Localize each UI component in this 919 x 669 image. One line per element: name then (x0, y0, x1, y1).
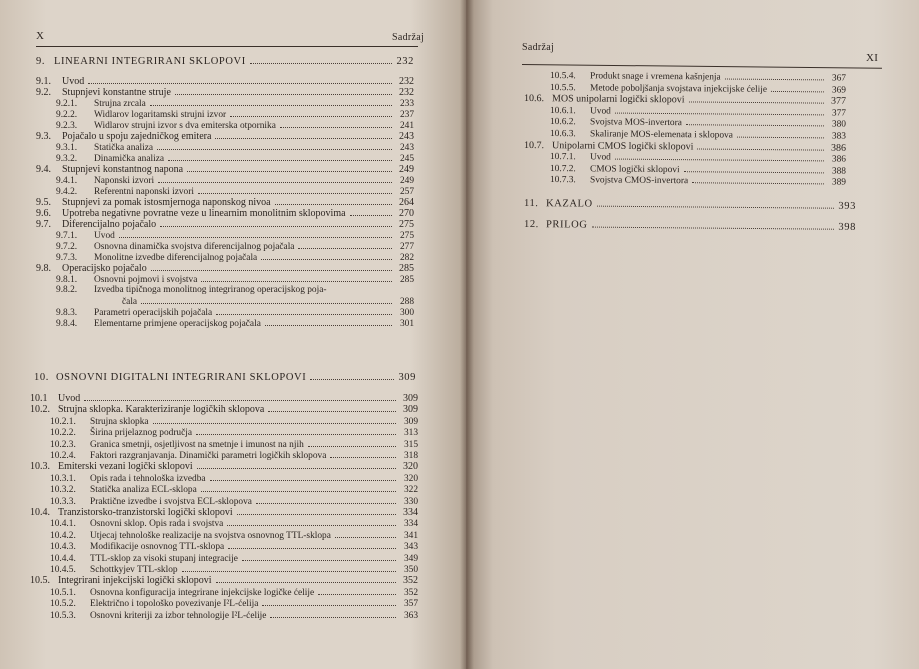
toc-entry-number: 10.5.5. (549, 82, 576, 93)
toc-entry-page: 309 (403, 416, 418, 427)
dot-leader (210, 473, 396, 481)
toc-entry-title: Izvedba tipičnoga monolitnog integriranog operacijskog poja- (94, 285, 327, 295)
toc-entry-number: 10.4.1. (50, 519, 76, 530)
dot-leader (688, 95, 824, 104)
toc-entry-page: 341 (403, 530, 418, 541)
dot-leader (592, 220, 835, 230)
dot-leader (615, 105, 824, 115)
chapter-11-heading (524, 198, 856, 212)
dot-leader (330, 450, 396, 458)
dot-leader (88, 76, 392, 84)
toc-entry-number: 10.3.1. (50, 473, 76, 484)
toc-entry-number: 10.5.3. (50, 610, 76, 621)
dot-leader (182, 564, 396, 572)
header-rule-right (522, 64, 882, 69)
toc-section (36, 131, 414, 142)
toc-subsection (50, 518, 418, 530)
toc-entry-number: 9.8.2. (56, 285, 78, 295)
dot-leader (198, 186, 392, 194)
dot-leader (265, 318, 392, 326)
toc-entry-title: Operacijsko pojačalo (62, 263, 147, 274)
toc-subsection (50, 484, 418, 496)
toc-entry-page: 275 (399, 219, 414, 230)
toc-entry-title: Dinamička analiza (94, 154, 165, 164)
dot-leader (216, 575, 396, 583)
toc-subsection (50, 439, 418, 451)
toc-subsection (50, 530, 418, 542)
toc-entry-title: Osnovna dinamička svojstva diferencijalnog pojačala (94, 242, 295, 252)
toc-entry-title: Uvod (58, 393, 81, 404)
toc-entry-page: 285 (399, 275, 414, 285)
dot-leader (298, 241, 392, 249)
dot-leader (725, 72, 824, 81)
toc-entry-title: TTL-sklop za visoki stupanj integracije (90, 553, 238, 564)
running-head-left: Sadržaj (392, 32, 425, 43)
toc-entry-page: 377 (831, 108, 847, 119)
toc-entry-page: 398 (838, 221, 857, 233)
toc-section (36, 164, 414, 175)
toc-entry-number: 10.3. (30, 461, 50, 473)
toc-entry-title: Widlarov strujni izvor s dva emiterska otpornika (94, 121, 276, 131)
toc-entry-page: 386 (831, 154, 847, 165)
dot-leader (215, 131, 392, 139)
dot-leader (187, 164, 392, 172)
toc-entry-title: MOS unipolarni logički sklopovi (551, 93, 685, 106)
toc-entry-number: 10.6.3. (549, 129, 576, 140)
toc-section (36, 208, 414, 219)
dot-leader (157, 142, 392, 150)
dot-leader (158, 175, 392, 183)
toc-entry-title: Elementarne primjene operacijskog pojačala (94, 319, 261, 329)
toc-subsection (50, 598, 418, 610)
dot-leader (201, 274, 392, 282)
toc-subsection (50, 564, 418, 576)
dot-leader (268, 404, 396, 412)
toc-entry-title: Stupnjevi za pomak istosmjernoga naponskog nivoa (62, 197, 271, 208)
toc-entry-number: 9.7.1. (56, 231, 78, 241)
dot-leader (310, 372, 394, 380)
toc-entry-number: 10.6. (523, 93, 545, 105)
toc-entry-title: Opis rada i tehnološka izvedba (90, 473, 206, 484)
toc-entry-page: 237 (399, 110, 414, 120)
book-gutter (460, 0, 474, 669)
toc-entry-page: 320 (403, 473, 418, 484)
toc-subsection (50, 427, 418, 439)
toc-subsection (56, 318, 414, 330)
dot-leader (119, 230, 392, 238)
toc-entry-number: 10.4.4. (50, 553, 76, 564)
toc-section (36, 76, 414, 87)
toc-subsection (50, 610, 418, 622)
toc-section (30, 575, 418, 586)
toc-entry-number: 10.3.3. (50, 496, 76, 507)
toc-subsection (50, 450, 418, 462)
toc-entry-page: 249 (399, 164, 414, 175)
dot-leader (227, 518, 396, 526)
toc-entry-title: Naponski izvori (94, 176, 155, 186)
toc-entry-number: 10.2.2. (50, 428, 76, 439)
toc-entry-number: 10.5.1. (50, 587, 76, 598)
toc-entry-title: CMOS logički sklopovi (589, 164, 680, 175)
toc-entry-page: 352 (403, 575, 418, 587)
toc-entry-page: 388 (831, 166, 847, 177)
dot-leader (335, 530, 396, 538)
toc-entry-title: Referentni naponski izvori (94, 187, 194, 197)
toc-subsection (50, 541, 418, 553)
toc-entry-number: 11. (523, 198, 539, 210)
page-number-left: X (36, 30, 45, 42)
toc-entry-title: Svojstva CMOS-invertora (589, 175, 689, 187)
toc-entry-page: 301 (399, 319, 414, 329)
toc-entry-page: 386 (830, 142, 847, 154)
toc-entry-title: Električno i topološko povezivanje I²L-ćelija (90, 599, 259, 610)
toc-entry-number: 9.2. (36, 87, 51, 98)
toc-entry-title: Stupnjevi konstantnog napona (62, 164, 184, 175)
toc-section (30, 404, 418, 415)
toc-entry-number: 10.4.2. (50, 530, 76, 541)
toc-section (36, 87, 414, 98)
toc-entry-page: 318 (403, 451, 418, 461)
dot-leader (237, 507, 396, 515)
toc-entry-title: Uvod (94, 231, 115, 241)
toc-entry-page: 243 (399, 143, 414, 153)
toc-entry-title: KAZALO (545, 198, 593, 210)
toc-entry-number: 10.1 (30, 393, 48, 404)
toc-entry-page: 245 (399, 154, 414, 164)
toc-section (36, 219, 414, 230)
dot-leader (201, 484, 396, 492)
toc-entry-number: 10.4.5. (50, 565, 76, 575)
toc-entry-page: 264 (399, 197, 414, 208)
toc-entry-page: 352 (403, 587, 418, 598)
toc-entry-page: 320 (403, 461, 418, 473)
toc-entry-title: Diferencijalno pojačalo (62, 219, 157, 230)
toc-entry-title: PRILOG (545, 219, 588, 231)
toc-entry-number: 9.2.1. (56, 99, 78, 109)
dot-leader (686, 118, 824, 127)
toc-subsection (50, 496, 418, 508)
dot-leader (196, 427, 396, 435)
toc-entry-title: LINEARNI INTEGRIRANI SKLOPOVI (54, 56, 246, 67)
toc-entry-title: Osnovna konfiguracija integrirane injekcijske logičke ćelije (90, 587, 315, 598)
toc-entry-title: Strujna zrcala (94, 99, 146, 109)
dot-leader (615, 152, 824, 162)
dot-leader (771, 84, 824, 92)
toc-entry-page: 389 (831, 177, 847, 188)
dot-leader (250, 56, 392, 64)
toc-entry-title: OSNOVNI DIGITALNI INTEGRIRANI SKLOPOVI (56, 372, 307, 383)
toc-entry-page: 380 (831, 119, 847, 130)
toc-entry-title: Osnovni kriteriji za izbor tehnologije I²L-ćelije (90, 610, 267, 621)
toc-entry-number: 9.2.3. (56, 121, 78, 131)
toc-entry-number: 10.7.1. (549, 152, 576, 163)
toc-section (30, 393, 418, 404)
toc-entry-page: 243 (399, 131, 414, 142)
chapter-10-heading (34, 372, 416, 383)
toc-entry-number: 9.3. (36, 131, 51, 142)
toc-entry-title: Stupnjevi konstantne struje (62, 87, 171, 98)
toc-entry-title: Widlarov logaritamski strujni izvor (94, 110, 227, 120)
dot-leader (684, 164, 824, 173)
toc-entry-page: 334 (403, 519, 418, 530)
toc-entry-number: 10.3.2. (50, 485, 76, 496)
toc-entry-page: 275 (399, 231, 414, 241)
toc-entry-number: 10.6.2. (549, 117, 576, 128)
toc-entry-title: Uvod (589, 106, 611, 117)
toc-entry-number: 9.1. (36, 76, 51, 87)
toc-entry-page: 313 (403, 428, 418, 439)
toc-entry-title: čala (122, 297, 138, 307)
toc-subsection (50, 553, 418, 565)
dot-leader (350, 208, 392, 216)
toc-entry-number: 10.6.1. (549, 105, 576, 117)
toc-entry-number: 12. (523, 219, 539, 231)
toc-entry-number: 9.7.2. (56, 242, 78, 252)
toc-entry-page: 393 (838, 200, 857, 212)
dot-leader (150, 98, 392, 106)
dot-leader (692, 176, 824, 185)
toc-entry-number: 10. (34, 372, 49, 383)
toc-entry-title: Monolitne izvedbe diferencijalnog pojačala (94, 253, 258, 263)
toc-entry-title: Faktori razgranjavanja. Dinamički parametri logičkih sklopova (90, 451, 327, 461)
toc-entry-title: Schottkyjev TTL-sklop (90, 565, 178, 575)
toc-entry-title: Svojstva MOS-invertora (589, 117, 682, 129)
toc-entry-title: Pojačalo u spoju zajedničkog emitera (62, 131, 212, 142)
toc-entry-number: 9.5. (36, 197, 51, 208)
toc-entry-page: 241 (399, 121, 414, 131)
toc-entry-page: 315 (403, 439, 418, 450)
dot-leader (697, 141, 824, 150)
toc-entry-number: 10.7. (523, 139, 545, 151)
toc-section (36, 197, 414, 208)
toc-entry-number: 9.3.2. (56, 154, 78, 164)
toc-entry-page: 309 (403, 404, 418, 416)
toc-entry-page: 285 (399, 263, 414, 274)
toc-entry-number: 10.5.2. (50, 599, 76, 610)
toc-entry-number: 10.2.4. (50, 451, 76, 461)
right-page (466, 0, 919, 669)
toc-entry-page: 309 (403, 393, 418, 404)
toc-entry-number: 9.8.4. (56, 319, 78, 329)
toc-entry-title: Modifikacije osnovnog TTL-sklopa (90, 542, 225, 553)
toc-entry-title: Statička analiza ECL-sklopa (90, 485, 197, 496)
toc-entry-number: 10.2. (30, 404, 50, 416)
toc-subsection (50, 587, 418, 599)
toc-entry-title: Tranzistorsko-tranzistorski logički sklopovi (58, 507, 233, 518)
toc-entry-title: Integrirani injekcijski logički sklopovi (58, 575, 212, 587)
toc-entry-page: 330 (403, 496, 418, 507)
toc-entry-page: 357 (403, 599, 418, 610)
toc-entry-number: 10.5.4. (549, 71, 576, 82)
toc-entry-page: 249 (399, 176, 414, 186)
toc-entry-number: 10.2.3. (50, 439, 76, 450)
dot-leader (261, 252, 392, 260)
toc-entry-page: 322 (403, 485, 418, 496)
toc-entry-title: Skaliranje MOS-elemenata i sklopova (589, 129, 733, 141)
toc-entry-page: 343 (403, 542, 418, 553)
toc-entry-number: 9.2.2. (56, 110, 78, 120)
toc-subsection (50, 473, 418, 485)
dot-leader (175, 87, 392, 95)
toc-entry-page: 334 (403, 507, 418, 518)
dot-leader (141, 296, 392, 304)
toc-entry-number: 9.8. (36, 263, 51, 274)
toc-entry-number: 10.4.3. (50, 542, 76, 553)
toc-entry-title: Širina prijelaznog područja (90, 428, 193, 439)
toc-entry-page: 369 (831, 85, 847, 96)
toc-entry-title: Upotreba negativne povratne veze u linearnim monolitnim sklopovima (62, 208, 346, 219)
toc-entry-number: 9.4.2. (56, 187, 78, 197)
toc-entry-page: 277 (399, 242, 414, 252)
toc-entry-page: 232 (399, 76, 414, 87)
toc-entry-title: Uvod (62, 76, 85, 87)
dot-leader (84, 393, 396, 401)
toc-subsection (56, 285, 414, 296)
toc-entry-title: Praktične izvedbe i svojstva ECL-sklopova (90, 496, 252, 507)
toc-entry-number: 10.2.1. (50, 416, 76, 427)
dot-leader (262, 598, 396, 606)
toc-entry-number: 9.7.3. (56, 253, 78, 263)
toc-subsection (50, 416, 418, 428)
dot-leader (280, 120, 392, 128)
toc-entry-number: 9.7. (36, 219, 51, 230)
dot-leader (168, 153, 392, 161)
toc-entry-number: 9.4.1. (56, 176, 78, 186)
toc-entry-title: Osnovni pojmovi i svojstva (94, 275, 198, 285)
toc-entry-page: 257 (399, 187, 414, 197)
toc-entry-number: 9.4. (36, 164, 51, 175)
toc-entry-title: Emiterski vezani logički sklopovi (58, 461, 193, 473)
toc-entry-number: 9. (36, 56, 46, 67)
dot-leader (242, 553, 396, 561)
toc-entry-page: 309 (398, 372, 416, 383)
toc-entry-title: Statička analiza (94, 143, 154, 153)
toc-entry-page: 350 (403, 565, 418, 575)
toc-entry-number: 10.5. (30, 575, 50, 587)
toc-entry-number: 10.4. (30, 507, 50, 518)
toc-entry-number: 10.7.3. (549, 175, 576, 186)
dot-leader (197, 461, 396, 469)
toc-entry-number: 9.8.1. (56, 275, 78, 285)
toc-entry-title: Utjecaj tehnološke realizacije na svojstva osnovnog TTL-sklopa (90, 530, 331, 541)
toc-entry-page: 383 (831, 131, 847, 142)
dot-leader (737, 130, 824, 139)
dot-leader (160, 219, 392, 227)
toc-entry-number: 10.7.2. (549, 163, 576, 175)
toc-entry-page: 367 (831, 73, 847, 84)
dot-leader (270, 610, 396, 618)
toc-entry-page: 300 (399, 308, 414, 318)
toc-entry-number: 9.3.1. (56, 143, 78, 153)
toc-entry-page: 288 (399, 297, 414, 307)
toc-entry-page: 232 (396, 56, 414, 67)
dot-leader (153, 416, 396, 424)
toc-entry-title: Strujna sklopka (90, 416, 149, 427)
toc-subsection (550, 174, 846, 189)
toc-entry-page: 232 (399, 87, 414, 98)
toc-entry-title: Parametri operacijskih pojačala (94, 308, 213, 318)
dot-leader (216, 307, 392, 315)
dot-leader (597, 199, 834, 209)
chapter-12-heading (524, 219, 856, 233)
toc-entry-number: 9.6. (36, 208, 51, 219)
toc-entry-number: 9.8.3. (56, 308, 78, 318)
page-number-right: XI (866, 52, 879, 64)
toc-entry-title: Granica smetnji, osjetljivost na smetnje i imunost na njih (90, 439, 304, 450)
header-rule-left (36, 46, 418, 47)
dot-leader (151, 263, 392, 271)
toc-entry-title: Unipolarni CMOS logički sklopovi (551, 139, 694, 153)
toc-section (30, 461, 418, 472)
toc-entry-title: Osnovni sklop. Opis rada i svojstva (90, 519, 224, 530)
chapter-9-heading (36, 56, 414, 67)
toc-section (30, 507, 418, 518)
toc-entry-title: Strujna sklopka. Karakteriziranje logičkih sklopova (58, 404, 265, 416)
dot-leader (275, 197, 392, 205)
toc-entry-page: 282 (399, 253, 414, 263)
toc-entry-page: 270 (399, 208, 414, 219)
toc-entry-page: 377 (830, 95, 847, 107)
toc-entry-title: Produkt snage i vremena kašnjenja (589, 71, 721, 83)
dot-leader (256, 496, 396, 504)
dot-leader (228, 541, 396, 549)
toc-entry-title: Uvod (589, 152, 611, 163)
toc-entry-page: 233 (399, 99, 414, 109)
toc-section (36, 263, 414, 274)
dot-leader (308, 439, 396, 447)
toc-entry-title: Metode poboljšanja svojstava injekcijske ćelije (589, 82, 768, 95)
toc-entry-page: 349 (403, 553, 418, 564)
running-head-right: Sadržaj (522, 42, 555, 53)
dot-leader (318, 587, 396, 595)
dot-leader (230, 109, 392, 117)
toc-entry-page: 363 (403, 610, 418, 621)
